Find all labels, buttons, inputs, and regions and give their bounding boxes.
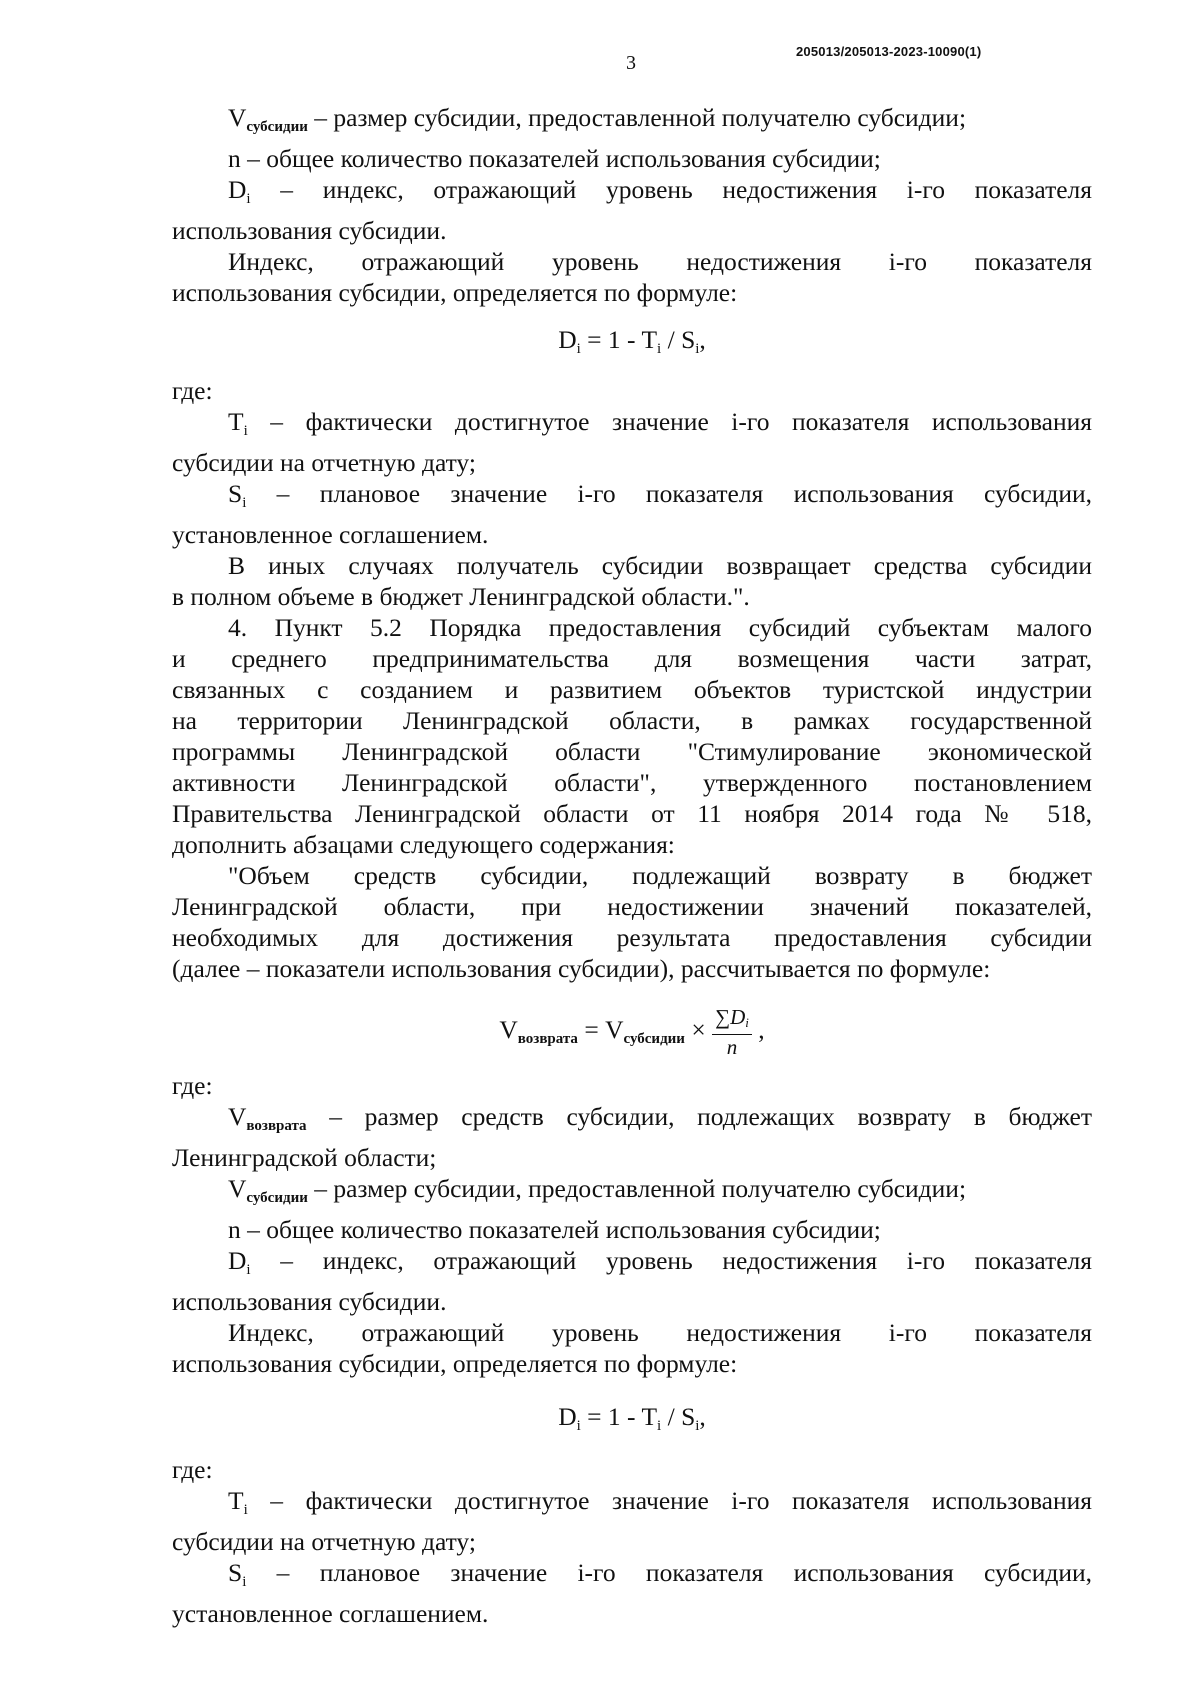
volume-paragraph-4: (далее – показатели использования субсидии), рассчитывается по формуле: [172,954,991,983]
formula-di-2: $D_i = 1 - T_i / S_i$, [558,1402,706,1434]
n-definition-2: n – общее количество показателей использования субсидии; [228,1215,881,1244]
item4-line-3: связанных с созданием и развитием объектов туристской индустрии [172,675,1092,704]
d-definition-2: $D_i$ – индекс, отражающий уровень недостижения i-го показателя [228,1246,1092,1278]
other-cases-paragraph-cont: в полном объеме в бюджет Ленинградской области.". [172,582,750,611]
d-definition-cont: использования субсидии. [172,216,447,245]
formula-v-return: $V_{возврата} = V_{субсидии}$ × $\frac{\sum D_i}{n}$ , [499,1005,765,1059]
item4-line-4: на территории Ленинградской области, в рамках государственной [172,706,1092,735]
volume-paragraph-1: "Объем средств субсидии, подлежащий возврату в бюджет [228,861,1092,890]
document-body [172,102,1092,1629]
d-definition-2-cont: использования субсидии. [172,1287,447,1316]
item4-line-1: 4. Пункт 5.2 Порядка предоставления субсидий субъектам малого [228,613,1092,642]
formula-di: $D_i = 1 - T_i / S_i$, [558,325,706,357]
where-label-2: где: [172,1071,213,1100]
v-return-definition-cont: Ленинградской области; [172,1143,437,1172]
item4-line-8: дополнить абзацами следующего содержания: [172,830,675,859]
item4-line-5: программы Ленинградской области "Стимулирование экономической [172,737,1092,766]
item4-line-6: активности Ленинградской области", утвержденного постановлением [172,768,1092,797]
s-definition-cont: установленное соглашением. [172,520,489,549]
where-label: где: [172,376,213,405]
page-number: 3 [626,52,636,74]
index-paragraph: Индекс, отражающий уровень недостижения i-го показателя [228,247,1092,276]
where-label-3: где: [172,1455,213,1484]
item4-line-2: и среднего предпринимательства для возмещения части затрат, [172,644,1092,673]
document-id: 205013/205013-2023-10090(1) [796,44,982,59]
t-definition-cont: субсидии на отчетную дату; [172,448,476,477]
volume-paragraph-3: необходимых для достижения результата предоставления субсидии [172,923,1092,952]
n-definition: n – общее количество показателей использования субсидии; [228,144,881,173]
d-definition: $D_i$ – индекс, отражающий уровень недостижения i-го показателя [228,175,1092,207]
t-definition-2-cont: субсидии на отчетную дату; [172,1527,476,1556]
s-definition: $S_i$ – плановое значение i-го показателя использования субсидии, [228,479,1092,511]
v-subsidy-definition-2: $V_{субсидии}$ – размер субсидии, предоставленной получателю субсидии; [228,1174,967,1206]
t-definition: $T_i$ – фактически достигнутое значение i-го показателя использования [228,407,1092,439]
v-subsidy-definition: $V_{субсидии}$ – размер субсидии, предоставленной получателю субсидии; [228,103,967,135]
other-cases-paragraph: В иных случаях получатель субсидии возвращает средства субсидии [228,551,1092,580]
s-definition-2-cont: установленное соглашением. [172,1599,489,1628]
index-paragraph-cont: использования субсидии, определяется по формуле: [172,278,738,307]
fraction: $\frac{\sum D_i}{n}$ [712,1006,752,1058]
index-paragraph-2: Индекс, отражающий уровень недостижения i-го показателя [228,1318,1092,1347]
s-definition-2: $S_i$ – плановое значение i-го показателя использования субсидии, [228,1558,1092,1590]
t-definition-2: $T_i$ – фактически достигнутое значение i-го показателя использования [228,1486,1092,1518]
v-return-definition: $V_{возврата}$ – размер средств субсидии, подлежащих возврату в бюджет [228,1102,1092,1134]
index-paragraph-2-cont: использования субсидии, определяется по формуле: [172,1349,738,1378]
volume-paragraph-2: Ленинградской области, при недостижении значений показателей, [172,892,1092,921]
item4-line-7: Правительства Ленинградской области от 11 ноября 2014 года № 518, [172,799,1092,828]
